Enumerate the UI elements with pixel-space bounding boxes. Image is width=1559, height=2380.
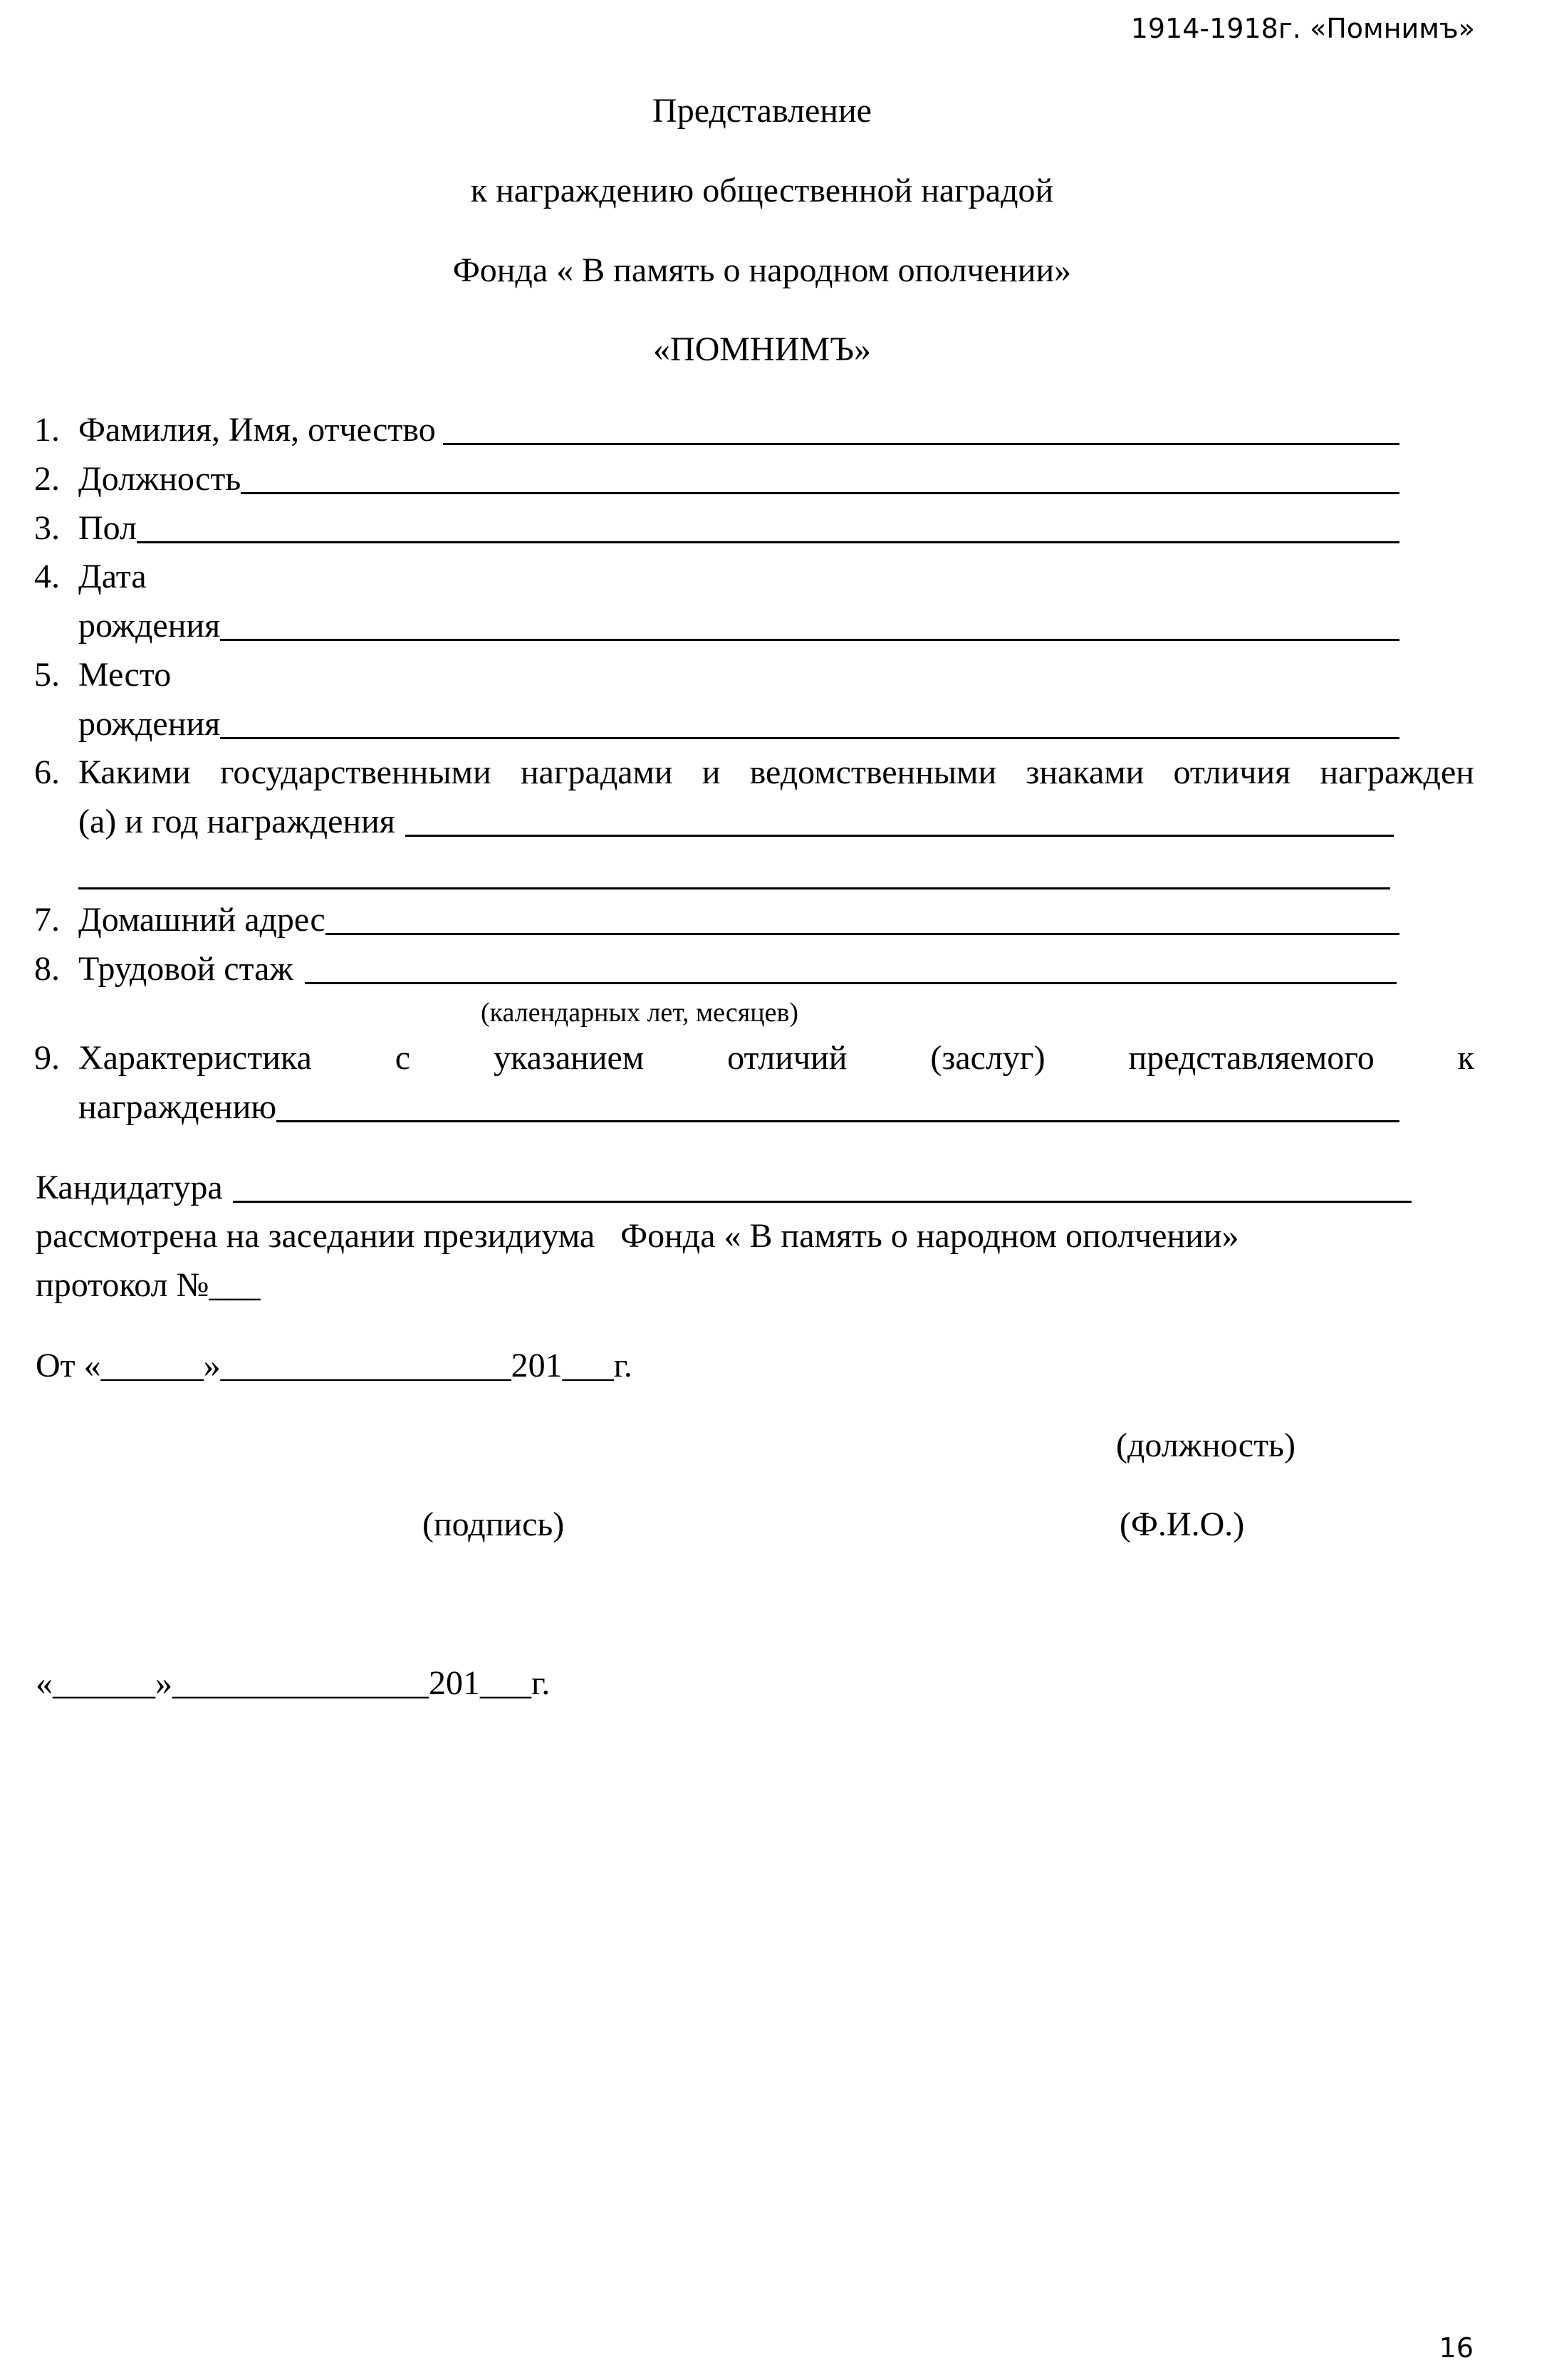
running-header: 1914-1918г. «Помнимъ» — [1130, 13, 1475, 44]
fill-line[interactable] — [78, 887, 1390, 889]
fill-line[interactable] — [241, 492, 1399, 494]
page-number: 16 — [1439, 2332, 1474, 2364]
label-word: представляемого — [1128, 1039, 1375, 1077]
field-label: рождения — [78, 607, 221, 644]
field-label-justified — [78, 1038, 1474, 1077]
fio-caption: (Ф.И.О.) — [1120, 1505, 1245, 1543]
field-label: Место — [78, 656, 172, 694]
label-word: (заслуг) — [930, 1039, 1046, 1077]
characteristic-field[interactable] — [78, 1087, 1399, 1127]
field-label: (а) и год награждения — [78, 803, 395, 840]
birth-place-field[interactable] — [78, 704, 1399, 743]
field-number: 4. — [34, 558, 60, 595]
label-word: отличия — [1173, 753, 1291, 791]
fill-line[interactable] — [233, 1201, 1412, 1203]
gender-field[interactable] — [78, 508, 1399, 548]
signature-caption: (подпись) — [422, 1505, 565, 1543]
field-label-justified — [78, 753, 1474, 792]
label-word: отличий — [727, 1039, 848, 1077]
fill-line[interactable] — [276, 1120, 1399, 1122]
position-field[interactable] — [78, 459, 1399, 499]
field-label: рождения — [78, 705, 221, 743]
field-label: Фамилия, Имя, отчество — [78, 411, 436, 449]
label-word: с — [395, 1039, 411, 1077]
field-number: 9. — [34, 1039, 60, 1077]
field-label: Должность — [78, 460, 241, 498]
field-number: 5. — [34, 656, 60, 694]
fill-line[interactable] — [405, 835, 1394, 837]
award-name: «ПОМНИМЪ» — [653, 330, 871, 368]
full-name-field[interactable] — [78, 410, 1399, 449]
fill-line[interactable] — [325, 933, 1399, 935]
fill-line[interactable] — [220, 639, 1399, 641]
field-number: 2. — [34, 460, 60, 498]
label-word: награжден — [1320, 753, 1474, 791]
field-number: 1. — [34, 411, 60, 449]
label-word: указанием — [493, 1039, 645, 1077]
field-number: 3. — [34, 509, 60, 547]
label-word: к — [1457, 1039, 1474, 1077]
fund-name: Фонда « В память о народном ополчении» — [452, 251, 1072, 289]
document-subtitle: к награждению общественной наградой — [470, 172, 1054, 209]
fill-line[interactable] — [137, 541, 1399, 543]
label-word: и — [702, 753, 721, 791]
label-word: Какими — [78, 753, 191, 791]
fill-line[interactable] — [443, 443, 1399, 445]
candidacy-text: рассмотрена на заседании президиума Фонда « В память о народном ополчении» — [36, 1217, 1239, 1255]
position-caption: (должность) — [1116, 1426, 1295, 1464]
candidacy-field[interactable] — [36, 1168, 1412, 1207]
field-label: Трудовой стаж — [78, 950, 293, 988]
field-number: 7. — [34, 901, 60, 939]
fill-line[interactable] — [305, 982, 1397, 984]
decision-date: От «______»_________________201___г. — [36, 1347, 632, 1384]
field-hint: (календарных лет, месяцев) — [481, 998, 799, 1028]
field-label: Дата — [78, 558, 147, 595]
field-label: награждению — [78, 1088, 277, 1126]
document-title: Представление — [652, 92, 872, 130]
fill-line[interactable] — [220, 737, 1399, 739]
work-experience-field[interactable] — [78, 949, 1397, 988]
field-number: 6. — [34, 753, 60, 791]
label-word: наградами — [520, 753, 673, 791]
protocol-number: протокол №___ — [36, 1266, 261, 1304]
label-word: государственными — [219, 753, 491, 791]
birth-date-field[interactable] — [78, 606, 1399, 645]
field-number: 8. — [34, 950, 60, 988]
label-word: Характеристика — [78, 1039, 312, 1077]
signature-date: «______»_______________201___г. — [36, 1664, 551, 1702]
label-word: ведомственными — [749, 753, 997, 791]
candidacy-label: Кандидатура — [36, 1169, 223, 1206]
field-label: Домашний адрес — [78, 901, 325, 939]
label-word: знаками — [1026, 753, 1145, 791]
home-address-field[interactable] — [78, 900, 1399, 939]
field-label: Пол — [78, 509, 137, 547]
awards-field[interactable] — [78, 802, 1394, 841]
